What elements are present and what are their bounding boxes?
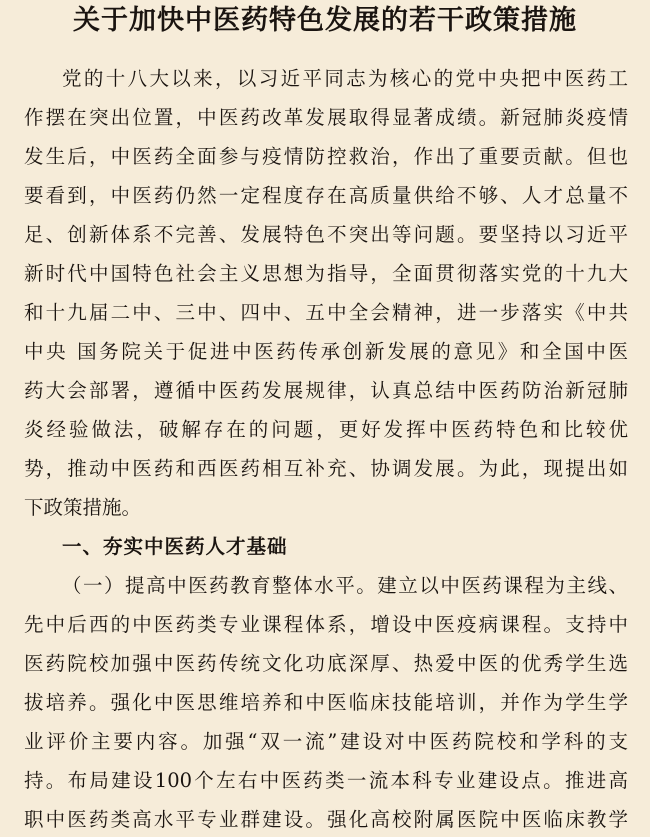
paragraph-line: 要看到，中医药仍然一定程度存在高质量供给不够、人才总量不: [24, 184, 628, 207]
paragraph-line: 药大会部署，遵循中医药发展规律，认真总结中医药防治新冠肺: [24, 379, 628, 402]
paragraph-line: 持。布局建设100个左右中医药类一流本科专业建设点。推进高: [24, 769, 628, 792]
paragraph-line: 炎经验做法，破解存在的问题，更好发挥中医药特色和比较优: [24, 418, 628, 441]
paragraph-line: 先中后西的中医药类专业课程体系，增设中医疫病课程。支持中: [24, 613, 628, 636]
paragraph-line: 和十九届二中、三中、四中、五中全会精神，进一步落实《中共: [24, 301, 628, 324]
paragraph-line: 医药院校加强中医药传统文化功底深厚、热爱中医的优秀学生选: [24, 652, 628, 675]
paragraph-line: 拔培养。强化中医思维培养和中医临床技能培训，并作为学生学: [24, 691, 628, 714]
paragraph-line: 业评价主要内容。加强“双一流”建设对中医药院校和学科的支: [24, 730, 628, 753]
paragraph-line: 下政策措施。: [24, 496, 142, 519]
paragraph-line: 发生后，中医药全面参与疫情防控救治，作出了重要贡献。但也: [24, 145, 628, 168]
document-title: 关于加快中医药特色发展的若干政策措施: [73, 5, 577, 36]
section-heading: 一、夯实中医药人才基础: [62, 535, 288, 558]
paragraph-line: 职中医药类高水平专业群建设。强化高校附属医院中医临床教学: [24, 808, 628, 831]
paragraph-line: 势，推动中医药和西医药相互补充、协调发展。为此，现提出如: [24, 457, 628, 480]
paragraph-line: 中央 国务院关于促进中医药传承创新发展的意见》和全国中医: [24, 340, 628, 363]
paragraph-line: 党的十八大以来，以习近平同志为核心的党中央把中医药工: [62, 67, 628, 90]
paragraph-line: （一）提高中医药教育整体水平。建立以中医药课程为主线、: [62, 574, 628, 597]
paragraph-line: 新时代中国特色社会主义思想为指导，全面贯彻落实党的十九大: [24, 262, 628, 285]
paragraph-line: 足、创新体系不完善、发展特色不突出等问题。要坚持以习近平: [24, 223, 628, 246]
paragraph-line: 作摆在突出位置，中医药改革发展取得显著成绩。新冠肺炎疫情: [24, 106, 628, 129]
